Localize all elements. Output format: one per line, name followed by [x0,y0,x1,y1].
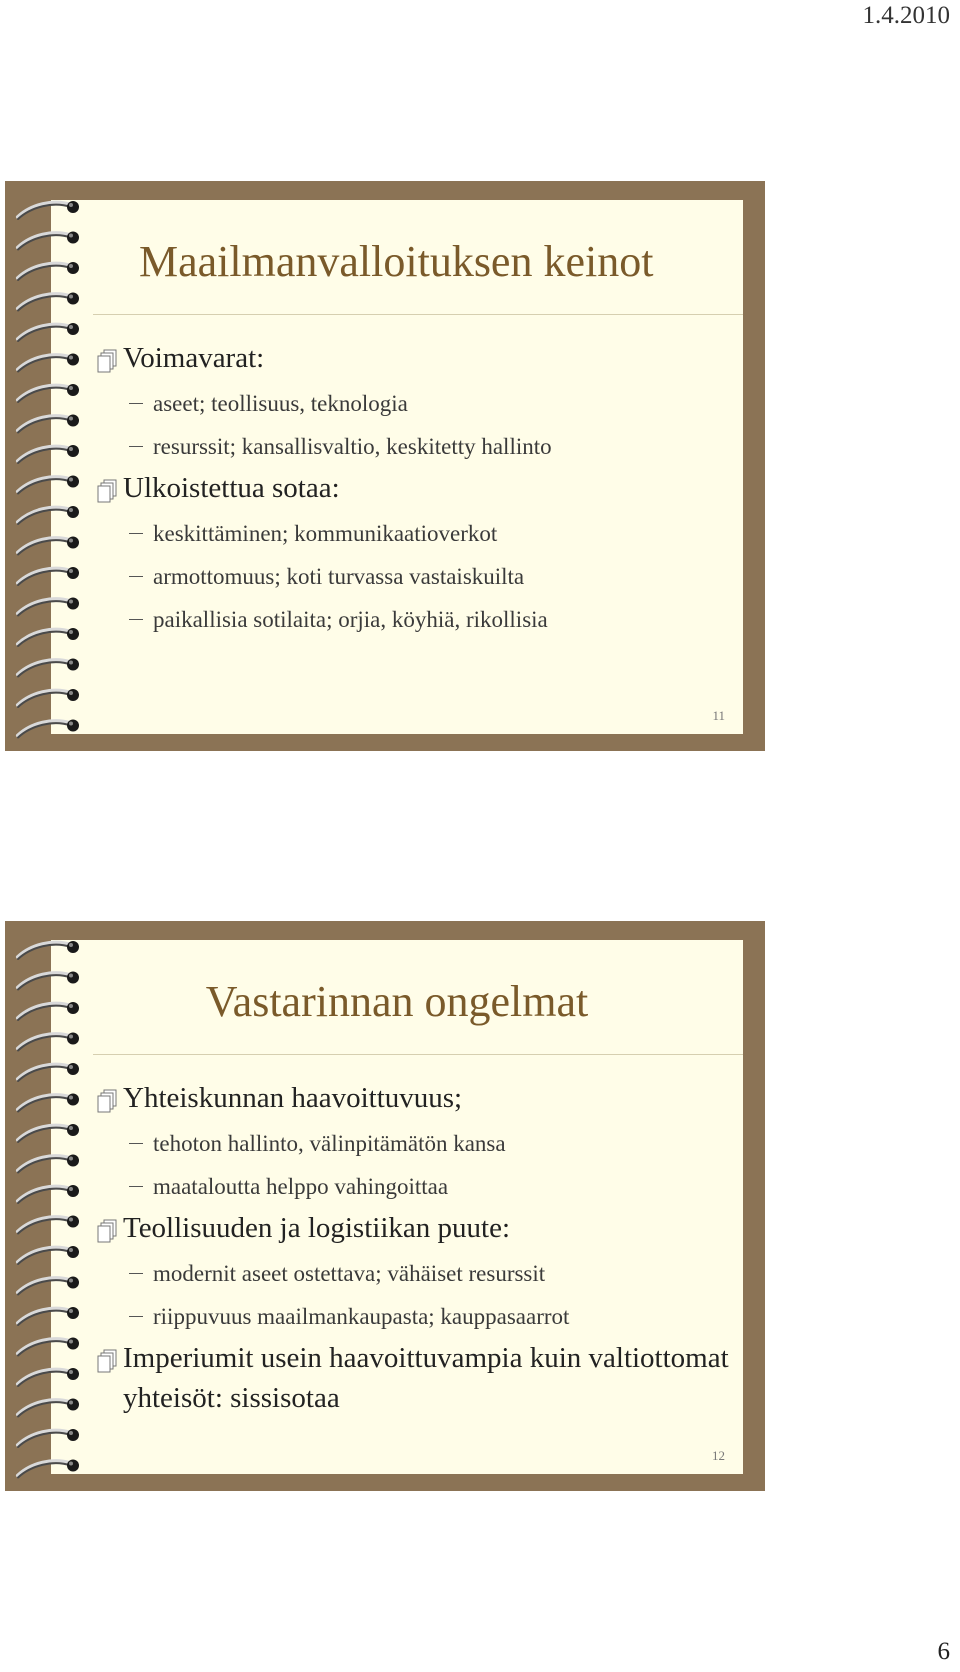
spiral-ring [18,659,79,677]
sub-text: maataloutta helppo vahingoittaa [153,1174,449,1199]
spiral-ring [18,384,79,402]
sub-item [95,555,733,598]
slide-11 [5,181,765,751]
bullet-item [95,1208,733,1248]
spiral-ring [18,445,79,463]
spiral-ring [18,1399,79,1417]
spiral-ring [18,1338,79,1356]
spiral-ring [18,1460,79,1478]
stacked-pages-icon [95,346,119,372]
spiral-binding-icon [13,931,88,1481]
bullet-item [95,1338,733,1418]
sub-item [95,1295,733,1338]
sub-item [95,1122,733,1165]
spiral-ring [18,1063,79,1081]
spiral-ring [18,537,79,555]
dash-icon [129,1186,143,1187]
sub-text: modernit aseet ostettava; vähäiset resurssit [153,1261,546,1286]
spiral-ring [18,506,79,524]
dash-icon [129,1316,143,1317]
spiral-ring [18,1094,79,1112]
spiral-ring [18,567,79,585]
spiral-binding-icon [13,191,88,741]
sub-item [95,1252,733,1295]
bullet-item [95,468,733,508]
bullet-item [95,338,733,378]
slide-number: 11 [712,708,725,723]
spiral-ring [18,972,79,990]
sub-text: aseet; teollisuus, teknologia [153,391,408,416]
spiral-ring [18,262,79,280]
dash-icon [129,403,143,404]
spiral-ring [18,201,79,219]
spiral-ring [18,476,79,494]
dash-icon [129,619,143,620]
dash-icon [129,576,143,577]
bullet-text: Teollisuuden ja logistiikan puute: [123,1212,510,1244]
spiral-ring [18,1033,79,1051]
stacked-pages-icon [95,1216,119,1242]
spiral-ring [18,598,79,616]
sub-text: resurssit; kansallisvaltio, keskitetty hallinto [153,434,552,459]
spiral-ring [18,628,79,646]
sub-item [95,1165,733,1208]
dash-icon [129,533,143,534]
stacked-pages-icon [95,1086,119,1112]
spiral-ring [18,1002,79,1020]
sub-item [95,425,733,468]
sub-text: paikallisia sotilaita; orjia, köyhiä, rikollisia [153,607,548,632]
title-divider [93,314,743,315]
spiral-ring [18,1307,79,1325]
spiral-binding-graphic [13,931,88,1481]
slide-title: Vastarinnan ongelmat [205,977,589,1026]
spiral-ring [18,1124,79,1142]
spiral-ring [18,323,79,341]
spiral-ring [18,1368,79,1386]
sub-text: riippuvuus maailmankaupasta; kauppasaarrot [153,1304,570,1329]
stacked-pages-icon [95,1346,119,1372]
spiral-ring [18,1277,79,1295]
slide-number: 12 [712,1448,725,1463]
page-date: 1.4.2010 [862,2,950,29]
slide-paper [51,200,743,734]
sub-item [95,512,733,555]
spiral-ring [18,415,79,433]
bullet-item [95,1078,733,1118]
spiral-ring [18,232,79,250]
bullet-text: Imperiumit usein haavoittuvampia kuin valtiottomat yhteisöt: sissisotaa [123,1342,729,1414]
slide-content [95,1078,733,1422]
stacked-pages-icon [95,476,119,502]
sub-item [95,598,733,641]
slide-content [95,338,733,641]
dash-icon [129,446,143,447]
page-number: 6 [937,1638,950,1665]
dash-icon [129,1273,143,1274]
spiral-ring [18,941,79,959]
bullet-text: Yhteiskunnan haavoittuvuus; [123,1082,463,1114]
bullet-text: Ulkoistettua sotaa: [123,472,340,504]
sub-text: keskittäminen; kommunikaatioverkot [153,521,498,546]
spiral-ring [18,689,79,707]
slide-paper [51,940,743,1474]
spiral-binding-graphic [13,191,88,741]
spiral-ring [18,720,79,738]
sub-text: armottomuus; koti turvassa vastaiskuilta [153,564,525,589]
bullet-text: Voimavarat: [123,342,265,374]
spiral-ring [18,1429,79,1447]
spiral-ring [18,293,79,311]
title-divider [93,1054,743,1055]
spiral-ring [18,1216,79,1234]
sub-text: tehoton hallinto, välinpitämätön kansa [153,1131,506,1156]
spiral-ring [18,1246,79,1264]
dash-icon [129,1143,143,1144]
slide-title: Maailmanvalloituksen keinot [139,237,654,286]
slide-12 [5,921,765,1491]
spiral-ring [18,354,79,372]
spiral-ring [18,1155,79,1173]
sub-item [95,382,733,425]
spiral-ring [18,1185,79,1203]
